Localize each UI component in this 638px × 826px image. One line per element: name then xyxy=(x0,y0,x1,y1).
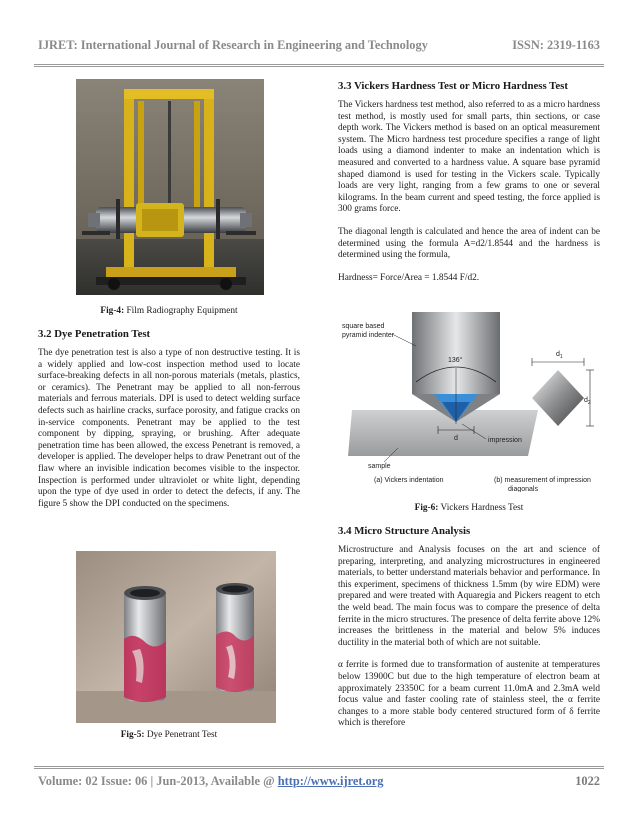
fig6-caption-label: Fig-6: xyxy=(414,503,439,513)
section-3-2-paragraph: The dye penetration test is also a type of non destructive testing. It is a widely applied and low-cost inspection method used to locate surface-breaking defects in all non-porous materials (metals, plastics, or ceramics). The Penetrant may be applied to all non-ferrous materials and ferrous materials. DPI is used to detect welding surface defects such as hairline cracks, surface porosity, and fatigue cracks on in-service components. Penetrant may be applied to the test component by dipping, spraying, or brushing. After adequate penetration time has been allowed, the excess Penetrant is removed, a developer is applied. The developer helps to draw Penetrant out of the flaw where an invisible indication becomes visible to the inspector. Inspection is performed under ultraviolet or white light, depending upon the type of dye used in order to detect the defects, if any. The figure 5 show the DPI conducted on the specimens. xyxy=(38,348,300,509)
fig4-caption-label: Fig-4: xyxy=(100,306,125,316)
footer-rule-2 xyxy=(34,768,604,769)
fig6-d1-label: $d_1$ xyxy=(556,351,563,360)
journal-title: IJRET: International Journal of Research in Engineering and Technology xyxy=(38,38,428,52)
fig6-sample-label: sample xyxy=(368,463,391,470)
fig6-d2-label: $d_2$ xyxy=(584,397,591,406)
header-rule-2 xyxy=(34,66,604,67)
page-footer xyxy=(38,774,600,790)
footer-rule xyxy=(34,766,604,767)
fig5-photo xyxy=(76,551,276,723)
fig6-caption xyxy=(338,503,600,513)
fig6-indenter-label-1: square based xyxy=(342,323,385,330)
section-3-4-paragraph-1: Microstructure and Analysis focuses on the art and science of preparing, interpreting, and analyzing microstructures in engineered materials, to better understand materials behavior and performance. In this experiment, specimens of thickness 1.5mm (by wire EDM) were prepared and were treated with Aquaregia and Pickers reagent to etch the weld bead. The main focus was to compare the presence of delta ferrite in the micro structures. The presence of delta ferrite above 12% increases the brittleness in the material and below 5% induces ductility in the material both of which are not suitable. xyxy=(338,545,600,648)
fig4-caption-text: Film Radiography Equipment xyxy=(124,306,238,316)
fig6-d-label: d xyxy=(454,435,458,442)
footer-volume: Volume: 02 Issue: 06 | Jun-2013, Available @ http://www.ijret.org xyxy=(38,774,384,788)
section-3-4-paragraph-2: α ferrite is formed due to transformation of austenite at temperatures below 13900C but due to the high temperature of electron beam at approximately 23350C for a beam current 11.0mA and 2.3mA weld focus value and faster cooling rate of stainless steel, the α ferrite changes to a more stable body centered structured form of δ ferrite which is therefore xyxy=(338,660,600,729)
section-3-2 xyxy=(38,328,300,510)
fig5-caption-text: Dye Penetrant Test xyxy=(144,730,218,740)
fig5-caption-label: Fig-5: xyxy=(120,730,145,740)
fig6-caption-text: Vickers Hardness Test xyxy=(438,503,524,513)
page-header xyxy=(38,38,600,54)
fig4-caption xyxy=(38,306,300,316)
section-3-4 xyxy=(338,525,600,730)
section-3-3-paragraph-2: The diagonal length is calculated and hence the area of indent can be determined using the formula A=d2/1.8544 and the hardness is determined using the formula, xyxy=(338,226,600,261)
fig6-impression-label: impression xyxy=(488,437,522,444)
hardness-formula: Hardness= Force/Area = 1.8544 F/d2. xyxy=(338,272,480,283)
section-3-4-heading: 3.4 Micro Structure Analysis xyxy=(338,525,471,537)
fig6-angle-label: 136° xyxy=(448,357,463,364)
issn: ISSN: 2319-1163 xyxy=(512,38,600,52)
journal-link[interactable]: http://www.ijret.org xyxy=(277,774,384,788)
section-3-3-paragraph-1: The Vickers hardness test method, also referred to as a micro hardness test method, is mostly used for small parts, thin sections, or case depth work. The Vickers method is based on an optical measurement system. The Micro hardness test procedure specifies a range of light loads using a diamond indenter to make an indentation which is measured and converted to a hardness value. A square base pyramid shaped diamond is used for testing in the Vickers scale. Typically loads are very light, ranging from a few grams to one or several kilograms. In the beam current and speed testing, the force applied is 300 grams force. xyxy=(338,100,600,215)
fig5-caption xyxy=(38,730,300,740)
fig6-diagram xyxy=(338,312,600,492)
fig6-subcaption-b-1: (b) measurement of impression xyxy=(494,477,591,484)
fig6-subcaption-a: (a) Vickers indentation xyxy=(374,477,444,484)
section-3-3-heading: 3.3 Vickers Hardness Test or Micro Hardness Test xyxy=(338,80,568,92)
fig6-subcaption-b-2: diagonals xyxy=(508,486,538,492)
header-rule xyxy=(34,64,604,65)
section-3-3 xyxy=(338,80,600,284)
page-number: 1022 xyxy=(575,774,600,788)
fig6-indenter-label-2: pyramid indenter xyxy=(342,332,395,339)
fig4-photo xyxy=(76,79,264,295)
section-3-2-heading: 3.2 Dye Penetration Test xyxy=(38,328,151,340)
